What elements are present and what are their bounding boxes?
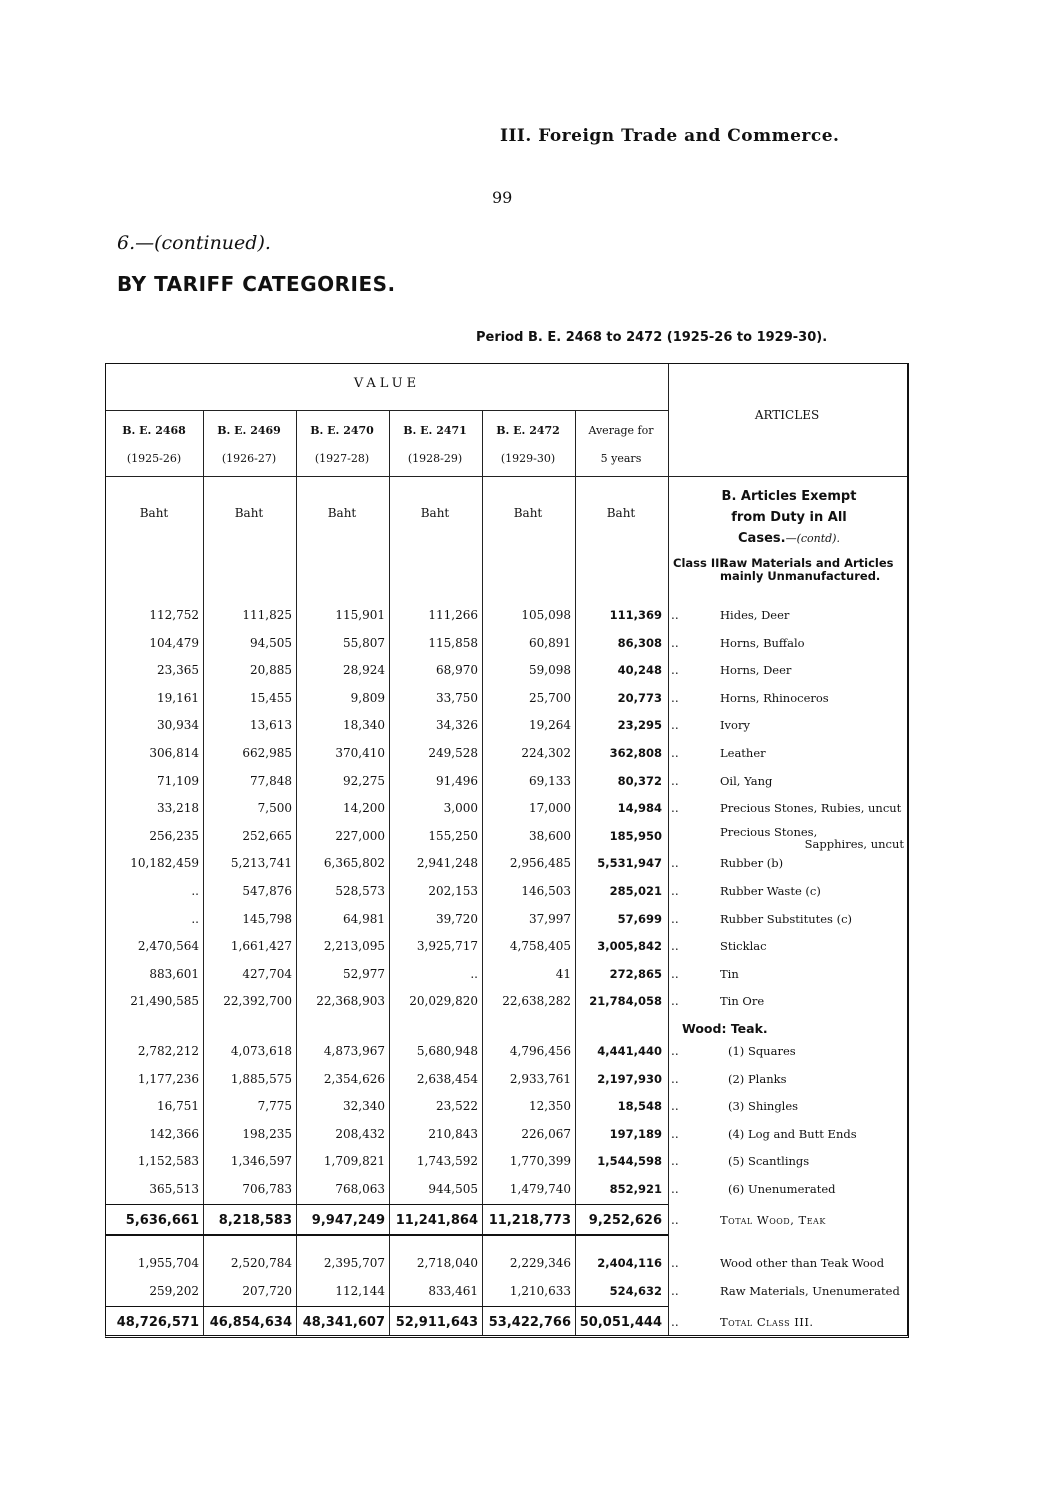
value-label: VALUE	[353, 376, 421, 391]
section-b-line	[671, 528, 907, 549]
value-cell: 33,750	[436, 691, 478, 705]
leader-dots: ..	[671, 1072, 679, 1086]
value-cell: 1,346,597	[230, 1154, 292, 1168]
article-line: Sapphires, uncut	[804, 837, 904, 851]
value-cell: 8,218,583	[218, 1213, 292, 1228]
value-cell: 77,848	[250, 774, 292, 788]
value-cell: 249,528	[428, 746, 478, 760]
value-cell: 155,250	[428, 829, 478, 843]
leader-dots: ..	[671, 912, 679, 926]
leader-dots: ..	[671, 636, 679, 650]
value-cell: 427,704	[242, 967, 292, 981]
leader-dots: ..	[671, 1315, 679, 1329]
average-cell: 5,531,947	[597, 856, 662, 870]
article-name: Rubber Waste (c)	[720, 884, 821, 898]
average-cell: 14,984	[617, 801, 662, 815]
value-cell: 13,613	[250, 718, 292, 732]
value-cell: 55,807	[343, 636, 385, 650]
value-cell: 10,182,459	[130, 856, 199, 870]
col-header-year: B. E. 2470	[310, 424, 374, 437]
average-cell: 86,308	[617, 636, 662, 650]
col-header-sub: (1926-27)	[221, 452, 277, 465]
value-cell: 38,600	[529, 829, 571, 843]
article-name: Hides, Deer	[720, 608, 790, 622]
leader-dots: ..	[671, 1256, 679, 1270]
value-cell: 20,885	[250, 663, 292, 677]
leader-dots: ..	[671, 746, 679, 760]
value-cell: 69,133	[529, 774, 571, 788]
table-row	[106, 685, 906, 712]
col-header-sub: (1929-30)	[500, 452, 556, 465]
average-cell: 20,773	[617, 691, 662, 705]
table-row	[106, 657, 906, 684]
running-head: III. Foreign Trade and Commerce.	[500, 126, 840, 146]
value-cell: 25,700	[529, 691, 571, 705]
average-cell: 111,369	[609, 608, 662, 622]
value-cell: 2,213,095	[323, 939, 385, 953]
value-cell: 104,479	[149, 636, 199, 650]
value-cell: 5,680,948	[416, 1044, 478, 1058]
article-name: Raw Materials, Unenumerated	[720, 1284, 900, 1298]
value-cell: 198,235	[242, 1127, 292, 1141]
value-cell: 259,202	[149, 1284, 199, 1298]
value-cell: ..	[191, 884, 199, 898]
unit-label: Baht	[327, 506, 357, 520]
value-cell: 52,911,643	[395, 1315, 478, 1330]
value-cell: 2,520,784	[230, 1256, 292, 1270]
value-cell: 1,955,704	[137, 1256, 199, 1270]
value-cell: 12,350	[529, 1099, 571, 1113]
average-cell: 185,950	[609, 829, 662, 843]
average-cell: 3,005,842	[597, 939, 662, 953]
unit-label: Baht	[513, 506, 543, 520]
value-cell: 111,266	[428, 608, 478, 622]
value-cell: 547,876	[242, 884, 292, 898]
total-class-row	[106, 1309, 906, 1336]
value-cell: 252,665	[242, 829, 292, 843]
value-cell: 210,843	[428, 1127, 478, 1141]
article-name: Tin Ore	[720, 994, 765, 1008]
table-row	[106, 878, 906, 905]
article-name: Wood other than Teak Wood	[720, 1256, 885, 1270]
value-cell: 112,752	[149, 608, 199, 622]
value-cell: 706,783	[242, 1182, 292, 1196]
average-cell: 362,808	[609, 746, 662, 760]
value-cell: 115,858	[428, 636, 478, 650]
average-cell: 9,252,626	[588, 1213, 662, 1228]
value-cell: 48,726,571	[116, 1315, 199, 1330]
table-row	[106, 988, 906, 1015]
article-name	[720, 826, 906, 850]
value-rule	[106, 410, 668, 411]
value-cell: 833,461	[428, 1284, 478, 1298]
table-row	[106, 740, 906, 767]
value-cell: 21,490,585	[130, 994, 199, 1008]
value-cell: 256,235	[149, 829, 199, 843]
value-cell: 41	[555, 967, 571, 981]
section-b-heading	[671, 486, 907, 549]
average-cell: 23,295	[617, 718, 662, 732]
value-cell: 6,365,802	[323, 856, 385, 870]
article-name: (2) Planks	[728, 1072, 787, 1086]
value-cell: 48,341,607	[302, 1315, 385, 1330]
table-row	[106, 602, 906, 629]
table-row	[106, 712, 906, 739]
value-cell: 1,152,583	[137, 1154, 199, 1168]
col-header-sub: 5 years	[600, 452, 642, 465]
value-cell: ..	[191, 912, 199, 926]
value-cell: 105,098	[521, 608, 571, 622]
leader-dots: ..	[671, 994, 679, 1008]
table-row	[106, 795, 906, 822]
average-cell: 272,865	[609, 967, 662, 981]
leader-dots: ..	[671, 801, 679, 815]
class-label: Class III.	[673, 556, 729, 570]
value-cell: 112,144	[335, 1284, 385, 1298]
value-cell: 71,109	[157, 774, 199, 788]
article-name: (1) Squares	[728, 1044, 796, 1058]
value-cell: 19,264	[529, 718, 571, 732]
value-cell: 30,934	[157, 718, 199, 732]
table-row	[106, 906, 906, 933]
leader-dots: ..	[671, 884, 679, 898]
value-cell: 662,985	[242, 746, 292, 760]
leader-dots: ..	[671, 663, 679, 677]
value-cell: 4,758,405	[509, 939, 571, 953]
average-cell: 21,784,058	[589, 994, 662, 1008]
value-cell: 1,709,821	[323, 1154, 385, 1168]
total-rule	[106, 1234, 668, 1236]
table-row	[106, 1038, 906, 1065]
col-header-year: Average for	[588, 424, 654, 437]
total-wood-row	[106, 1207, 906, 1234]
article-name: (6) Unenumerated	[728, 1182, 836, 1196]
article-line: Precious Stones,	[720, 825, 818, 839]
unit-label: Baht	[420, 506, 450, 520]
page-number: 99	[492, 188, 513, 207]
value-cell: 94,505	[250, 636, 292, 650]
article-name: Total Class III.	[720, 1315, 814, 1329]
value-cell: 224,302	[521, 746, 571, 760]
value-cell: 52,977	[343, 967, 385, 981]
article-name: Total Wood, Teak	[720, 1213, 826, 1227]
continued-heading: 6.—(continued).	[117, 232, 271, 254]
value-cell: 883,601	[149, 967, 199, 981]
article-name: Sticklac	[720, 939, 767, 953]
value-cell: 92,275	[343, 774, 385, 788]
leader-dots: ..	[671, 774, 679, 788]
section-b-line: from Duty in All	[731, 510, 847, 525]
value-cell: 22,638,282	[502, 994, 571, 1008]
value-cell: 145,798	[242, 912, 292, 926]
table-row	[106, 961, 906, 988]
value-cell: 2,354,626	[323, 1072, 385, 1086]
value-cell: 28,924	[343, 663, 385, 677]
value-cell: 4,873,967	[323, 1044, 385, 1058]
article-name: Horns, Buffalo	[720, 636, 805, 650]
articles-label: ARTICLES	[754, 408, 820, 422]
value-cell: 1,770,399	[509, 1154, 571, 1168]
value-cell: 2,638,454	[416, 1072, 478, 1086]
value-cell: 37,997	[529, 912, 571, 926]
value-cell: 227,000	[335, 829, 385, 843]
value-cell: 142,366	[149, 1127, 199, 1141]
value-cell: 5,213,741	[230, 856, 292, 870]
value-cell: 2,933,761	[509, 1072, 571, 1086]
average-cell: 57,699	[617, 912, 662, 926]
article-name: Oil, Yang	[720, 774, 773, 788]
article-name: (4) Log and Butt Ends	[728, 1127, 857, 1141]
value-cell: 33,218	[157, 801, 199, 815]
leader-dots: ..	[671, 1213, 679, 1227]
wood-teak-heading: Wood: Teak.	[682, 1021, 768, 1036]
value-cell: 60,891	[529, 636, 571, 650]
value-cell: 22,392,700	[223, 994, 292, 1008]
table-row	[106, 850, 906, 877]
value-cell: 207,720	[242, 1284, 292, 1298]
value-cell: 22,368,903	[316, 994, 385, 1008]
value-cell: 2,956,485	[509, 856, 571, 870]
value-cell: 528,573	[335, 884, 385, 898]
leader-dots: ..	[671, 967, 679, 981]
value-cell: 115,901	[335, 608, 385, 622]
total-rule	[106, 1306, 668, 1307]
average-cell: 285,021	[609, 884, 662, 898]
leader-dots: ..	[671, 718, 679, 732]
value-cell: 2,395,707	[323, 1256, 385, 1270]
article-name: Rubber (b)	[720, 856, 784, 870]
value-cell: 146,503	[521, 884, 571, 898]
value-cell: 306,814	[149, 746, 199, 760]
article-name: Tin	[720, 967, 739, 981]
value-cell: 3,000	[443, 801, 478, 815]
table-row	[106, 1093, 906, 1120]
average-cell: 852,921	[609, 1182, 662, 1196]
value-cell: 111,825	[242, 608, 292, 622]
article-name: Precious Stones, Rubies, uncut	[720, 801, 902, 815]
value-cell: 68,970	[436, 663, 478, 677]
value-cell: 23,365	[157, 663, 199, 677]
article-name: (3) Shingles	[728, 1099, 799, 1113]
table-row	[106, 1250, 906, 1277]
value-cell: 370,410	[335, 746, 385, 760]
value-cell: 14,200	[343, 801, 385, 815]
table-row	[106, 823, 906, 850]
period-line: Period B. E. 2468 to 2472 (1925-26 to 1929-30).	[476, 330, 828, 345]
col-header-year: B. E. 2468	[122, 424, 186, 437]
tariff-title: BY TARIFF CATEGORIES.	[117, 272, 396, 296]
value-cell: 2,782,212	[137, 1044, 199, 1058]
value-cell: 2,941,248	[416, 856, 478, 870]
leader-dots: ..	[671, 1154, 679, 1168]
average-cell: 40,248	[617, 663, 662, 677]
table-row	[106, 1121, 906, 1148]
value-cell: 15,455	[250, 691, 292, 705]
value-cell: 4,073,618	[230, 1044, 292, 1058]
value-cell: 9,947,249	[311, 1213, 385, 1228]
value-cell: 64,981	[343, 912, 385, 926]
value-cell: 11,241,864	[395, 1213, 478, 1228]
value-cell: 23,522	[436, 1099, 478, 1113]
value-cell: 202,153	[428, 884, 478, 898]
leader-dots: ..	[671, 939, 679, 953]
col-header-year: B. E. 2471	[403, 424, 467, 437]
value-cell: 768,063	[335, 1182, 385, 1196]
value-cell: 20,029,820	[409, 994, 478, 1008]
average-cell: 18,548	[617, 1099, 662, 1113]
table-row	[106, 768, 906, 795]
article-name: Rubber Substitutes (c)	[720, 912, 853, 926]
value-cell: 17,000	[529, 801, 571, 815]
table-row	[106, 1148, 906, 1175]
value-cell: 4,796,456	[509, 1044, 571, 1058]
value-cell: 32,340	[343, 1099, 385, 1113]
article-name: Leather	[720, 746, 766, 760]
value-cell: 944,505	[428, 1182, 478, 1196]
value-cell: 3,925,717	[416, 939, 478, 953]
table-row	[106, 933, 906, 960]
leader-dots: ..	[671, 691, 679, 705]
value-cell: 7,500	[257, 801, 292, 815]
leader-dots: ..	[671, 1182, 679, 1196]
value-cell: 365,513	[149, 1182, 199, 1196]
value-cell: 1,177,236	[137, 1072, 199, 1086]
average-cell: 2,197,930	[597, 1072, 662, 1086]
average-cell: 50,051,444	[579, 1315, 662, 1330]
leader-dots: ..	[671, 856, 679, 870]
article-name: (5) Scantlings	[728, 1154, 810, 1168]
average-cell: 1,544,598	[597, 1154, 662, 1168]
value-cell: 59,098	[529, 663, 571, 677]
section-b-line: B. Articles Exempt	[721, 489, 857, 504]
section-b-contd: —(contd).	[785, 532, 840, 545]
col-header-sub: (1928-29)	[407, 452, 463, 465]
leader-dots: ..	[671, 1044, 679, 1058]
leader-dots: ..	[671, 608, 679, 622]
value-cell: 1,885,575	[230, 1072, 292, 1086]
value-cell: 2,718,040	[416, 1256, 478, 1270]
col-header-year: B. E. 2469	[217, 424, 281, 437]
value-cell: 11,218,773	[488, 1213, 571, 1228]
average-cell: 197,189	[609, 1127, 662, 1141]
value-cell: 208,432	[335, 1127, 385, 1141]
value-cell: 226,067	[521, 1127, 571, 1141]
col-header-sub: (1927-28)	[314, 452, 370, 465]
unit-label: Baht	[234, 506, 264, 520]
value-cell: 53,422,766	[488, 1315, 571, 1330]
article-name: Ivory	[720, 718, 750, 732]
value-cell: ..	[470, 967, 478, 981]
value-cell: 2,470,564	[137, 939, 199, 953]
value-cell: 2,229,346	[509, 1256, 571, 1270]
value-cell: 39,720	[436, 912, 478, 926]
average-cell: 4,441,440	[597, 1044, 662, 1058]
section-b-line: Cases.	[738, 531, 786, 546]
value-cell: 1,210,633	[509, 1284, 571, 1298]
value-cell: 1,479,740	[509, 1182, 571, 1196]
table-row	[106, 1278, 906, 1305]
header-rule	[106, 476, 907, 477]
class-text: Raw Materials and Articles mainly Unmanufactured.	[720, 556, 894, 583]
value-cell: 9,809	[350, 691, 385, 705]
value-cell: 19,161	[157, 691, 199, 705]
value-cell: 7,775	[257, 1099, 292, 1113]
leader-dots: ..	[671, 1127, 679, 1141]
leader-dots: ..	[671, 1284, 679, 1298]
total-rule	[106, 1204, 668, 1205]
value-cell: 1,743,592	[416, 1154, 478, 1168]
col-header-year: B. E. 2472	[496, 424, 560, 437]
average-cell: 2,404,116	[597, 1256, 662, 1270]
value-cell: 5,636,661	[125, 1213, 199, 1228]
average-cell: 524,632	[609, 1284, 662, 1298]
value-cell: 18,340	[343, 718, 385, 732]
average-cell: 80,372	[617, 774, 662, 788]
unit-label: Baht	[606, 506, 636, 520]
article-name: Horns, Rhinoceros	[720, 691, 829, 705]
table-row	[106, 1066, 906, 1093]
trade-table	[105, 363, 909, 1338]
col-header-sub: (1925-26)	[126, 452, 182, 465]
value-cell: 16,751	[157, 1099, 199, 1113]
table-row	[106, 1176, 906, 1203]
value-cell: 1,661,427	[230, 939, 292, 953]
leader-dots: ..	[671, 1099, 679, 1113]
table-row	[106, 630, 906, 657]
article-name: Horns, Deer	[720, 663, 792, 677]
value-cell: 91,496	[436, 774, 478, 788]
value-cell: 34,326	[436, 718, 478, 732]
unit-label: Baht	[139, 506, 169, 520]
value-cell: 46,854,634	[209, 1315, 292, 1330]
